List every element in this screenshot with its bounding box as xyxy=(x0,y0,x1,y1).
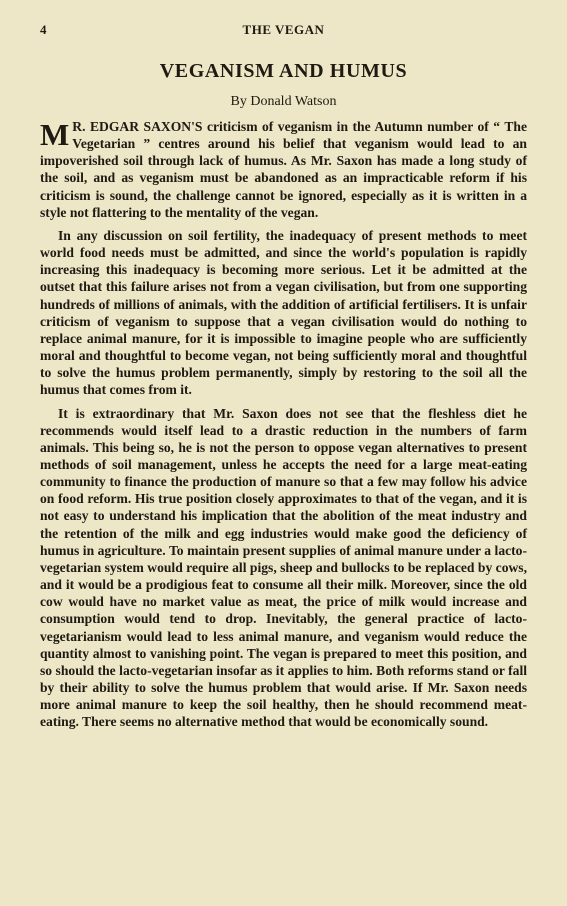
page-number: 4 xyxy=(40,22,47,37)
article-body xyxy=(40,118,527,736)
running-head xyxy=(40,22,527,40)
journal-title: THE VEGAN xyxy=(242,22,325,37)
byline: By Donald Watson xyxy=(230,94,337,109)
drop-cap: M xyxy=(40,117,70,152)
paragraph-text: R. EDGAR SAXON'S criticism of veganism in the Autumn number of “ The Vegetarian ” centres around his belief that veganism would lead to an impoverished soil through lack of humus. As Mr. Saxon has made a long study of the soil, and as veganism must be abandoned as an impracticable reform if his criticism is sound, the challenge cannot be ignored, especially as it is written in a style not flattering to the mentality of the vegan. xyxy=(40,119,527,220)
paragraph: It is extraordinary that Mr. Saxon does not see that the fleshless diet he recommends would itself lead to a drastic reduction in the numbers of farm animals. This being so, he is not the person to oppose vegan alternatives to present methods of soil management, unless he accepts the need for a large meat-eating community to finance the production of manure so that a few may follow his advice on food reform. His true position closely approximates to that of the vegan, and it is not easy to understand his implication that the abolition of the meat industry and the retention of the milk and egg industries would make good the deficiency of humus in agriculture. To maintain present supplies of animal manure under a lacto-vegetarian system would require all pigs, sheep and bullocks to be replaced by cows, and it would be a prodigious feat to consume all their milk. Moreover, since the old cow would have no market value as meat, the price of milk would increase and consumption would tend to drop. Inevitably, the general practice of lacto-vegetarianism would lead to less animal manure, and veganism would reduce the quantity almost to vanishing point. The vegan is prepared to meet this position, and so should the lacto-vegetarian insofar as it applies to him. Both reforms stand or fall by their ability to solve the humus problem that would arise. If Mr. Saxon needs more animal manure to keep the soil healthy, then he should recommend meat-eating. There seems no alternative method that would be economically sound. xyxy=(40,405,527,730)
article-title: VEGANISM AND HUMUS xyxy=(159,60,408,82)
paragraph xyxy=(40,118,527,221)
paragraph: In any discussion on soil fertility, the inadequacy of present methods to meet world food needs must be admitted, and since the world's population is rapidly increasing this inadequacy is becoming more serious. Let it be admitted at the outset that this failure arises not from a vegan civilisation, but from one supporting hundreds of millions of animals, with the addition of artificial fertilisers. It is unfair criticism of veganism to suppose that a vegan civilisation would do nothing to replace animal manure, for it is impossible to imagine people who are sufficiently moral and thoughtful to become vegan, not being sufficiently moral and thoughtful to solve the humus problem permanently, simply by restoring to the soil all the humus that comes from it. xyxy=(40,227,527,398)
